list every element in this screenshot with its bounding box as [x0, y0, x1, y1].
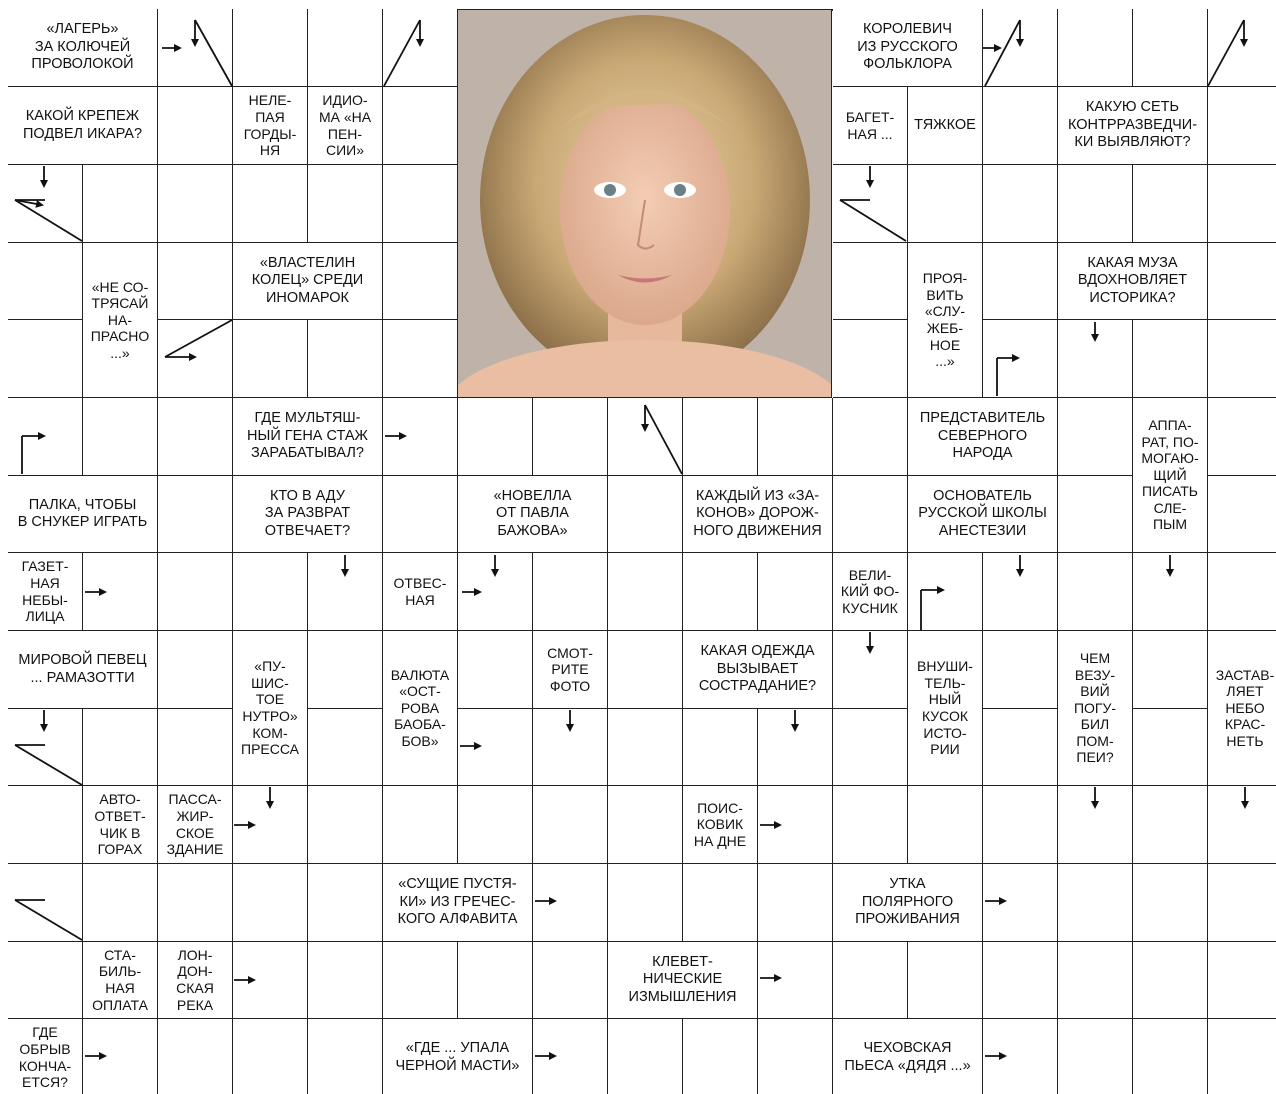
answer-cell[interactable] — [8, 864, 83, 942]
answer-cell[interactable] — [983, 786, 1058, 864]
answer-cell[interactable] — [833, 243, 908, 320]
clue-cell: ПАЛКА, ЧТОБЫ В СНУКЕР ИГРАТЬ — [8, 476, 158, 553]
clue-cell: КАКОЙ КРЕПЕЖ ПОДВЕЛ ИКАРА? — [8, 87, 158, 165]
answer-cell[interactable] — [308, 1019, 383, 1094]
answer-cell[interactable] — [233, 786, 308, 864]
answer-cell[interactable] — [833, 709, 908, 786]
answer-cell[interactable] — [833, 786, 908, 864]
answer-cell[interactable] — [1133, 631, 1208, 709]
answer-cell[interactable] — [833, 165, 908, 243]
answer-cell[interactable] — [458, 553, 533, 631]
answer-cell[interactable] — [983, 243, 1058, 320]
answer-cell[interactable] — [1133, 864, 1208, 942]
answer-cell[interactable] — [758, 398, 833, 476]
answer-cell[interactable] — [233, 864, 308, 942]
answer-cell[interactable] — [458, 786, 533, 864]
clue-cell: «ПУ- ШИС- ТОЕ НУТРО» КОМ- ПРЕССА — [233, 631, 308, 786]
answer-cell[interactable] — [983, 9, 1058, 87]
answer-cell[interactable] — [1133, 165, 1208, 243]
answer-cell[interactable] — [683, 709, 758, 786]
answer-cell[interactable] — [833, 320, 908, 398]
answer-cell[interactable] — [383, 942, 458, 1019]
answer-cell[interactable] — [983, 1019, 1058, 1094]
clue-cell: ПАССА- ЖИР- СКОЕ ЗДАНИЕ — [158, 786, 233, 864]
clue-cell: ВНУШИ- ТЕЛЬ- НЫЙ КУСОК ИСТО- РИИ — [908, 631, 983, 786]
answer-cell[interactable] — [158, 553, 233, 631]
clue-cell: БАГЕТ- НАЯ ... — [833, 87, 908, 165]
answer-cell[interactable] — [908, 786, 983, 864]
answer-cell[interactable] — [458, 709, 533, 786]
answer-cell[interactable] — [158, 476, 233, 553]
answer-cell[interactable] — [158, 709, 233, 786]
answer-cell[interactable] — [1058, 553, 1133, 631]
answer-cell[interactable] — [233, 553, 308, 631]
answer-cell[interactable] — [908, 553, 983, 631]
answer-cell[interactable] — [383, 476, 458, 553]
clue-cell: ЧЕХОВСКАЯ ПЬЕСА «ДЯДЯ ...» — [833, 1019, 983, 1094]
answer-cell[interactable] — [8, 243, 83, 320]
clue-cell: УТКА ПОЛЯРНОГО ПРОЖИВАНИЯ — [833, 864, 983, 942]
answer-cell[interactable] — [833, 476, 908, 553]
clue-cell: «ЛАГЕРЬ» ЗА КОЛЮЧЕЙ ПРОВОЛОКОЙ — [8, 9, 158, 87]
answer-cell[interactable] — [1208, 320, 1276, 398]
answer-cell[interactable] — [758, 786, 833, 864]
clue-cell: МИРОВОЙ ПЕВЕЦ ... РАМАЗОТТИ — [8, 631, 158, 709]
answer-cell[interactable] — [383, 9, 458, 87]
answer-cell[interactable] — [1208, 786, 1276, 864]
answer-cell[interactable] — [158, 165, 233, 243]
answer-cell[interactable] — [608, 786, 683, 864]
clue-cell: «НЕ СО- ТРЯСАЙ НА- ПРАСНО ...» — [83, 243, 158, 398]
clue-cell: АВТО- ОТВЕТ- ЧИК В ГОРАХ — [83, 786, 158, 864]
clue-cell: ВАЛЮТА «ОСТ- РОВА БАОБА- БОВ» — [383, 631, 458, 786]
answer-cell[interactable] — [158, 631, 233, 709]
clue-cell: ТЯЖКОЕ — [908, 87, 983, 165]
answer-cell[interactable] — [233, 320, 308, 398]
answer-cell[interactable] — [1133, 9, 1208, 87]
answer-cell[interactable] — [533, 864, 608, 942]
answer-cell[interactable] — [608, 864, 683, 942]
clue-cell: ОТВЕС- НАЯ — [383, 553, 458, 631]
answer-cell[interactable] — [983, 709, 1058, 786]
answer-cell[interactable] — [1058, 942, 1133, 1019]
answer-cell[interactable] — [608, 709, 683, 786]
answer-cell[interactable] — [608, 631, 683, 709]
clue-cell: ИДИО- МА «НА ПЕН- СИИ» — [308, 87, 383, 165]
answer-cell[interactable] — [533, 786, 608, 864]
answer-cell[interactable] — [308, 553, 383, 631]
answer-cell[interactable] — [308, 320, 383, 398]
answer-cell[interactable] — [1208, 9, 1276, 87]
answer-cell[interactable] — [983, 553, 1058, 631]
answer-cell[interactable] — [1208, 165, 1276, 243]
clue-cell: КАКАЯ ОДЕЖДА ВЫЗЫВАЕТ СОСТРАДАНИЕ? — [683, 631, 833, 709]
clue-cell: СТА- БИЛЬ- НАЯ ОПЛАТА — [83, 942, 158, 1019]
answer-cell[interactable] — [8, 165, 83, 243]
answer-cell[interactable] — [608, 476, 683, 553]
answer-cell[interactable] — [1058, 9, 1133, 87]
answer-cell[interactable] — [533, 553, 608, 631]
answer-cell[interactable] — [83, 864, 158, 942]
answer-cell[interactable] — [1058, 1019, 1133, 1094]
clue-cell: КАКАЯ МУЗА ВДОХНОВЛЯЕТ ИСТОРИКА? — [1058, 243, 1208, 320]
answer-cell[interactable] — [8, 320, 83, 398]
clue-cell: АППА- РАТ, ПО- МОГАЮ- ЩИЙ ПИСАТЬ СЛЕ- ПЫМ — [1133, 398, 1208, 553]
answer-cell[interactable] — [308, 631, 383, 709]
answer-cell[interactable] — [158, 243, 233, 320]
answer-cell[interactable] — [683, 864, 758, 942]
answer-cell[interactable] — [833, 942, 908, 1019]
answer-cell[interactable] — [83, 709, 158, 786]
answer-cell[interactable] — [1133, 786, 1208, 864]
answer-cell[interactable] — [758, 1019, 833, 1094]
answer-cell[interactable] — [983, 87, 1058, 165]
clue-cell: ГАЗЕТ- НАЯ НЕБЫ- ЛИЦА — [8, 553, 83, 631]
answer-cell[interactable] — [608, 398, 683, 476]
answer-cell[interactable] — [308, 942, 383, 1019]
answer-cell[interactable] — [1208, 476, 1276, 553]
answer-cell[interactable] — [383, 87, 458, 165]
answer-cell[interactable] — [233, 942, 308, 1019]
answer-cell[interactable] — [533, 398, 608, 476]
answer-cell[interactable] — [1133, 553, 1208, 631]
clue-cell: ВЕЛИ- КИЙ ФО- КУСНИК — [833, 553, 908, 631]
clue-cell: «ГДЕ ... УПАЛА ЧЕРНОЙ МАСТИ» — [383, 1019, 533, 1094]
answer-cell[interactable] — [458, 631, 533, 709]
answer-cell[interactable] — [1208, 942, 1276, 1019]
clue-cell: ПРОЯ- ВИТЬ «СЛУ- ЖЕБ- НОЕ ...» — [908, 243, 983, 398]
answer-cell[interactable] — [1058, 398, 1133, 476]
answer-cell[interactable] — [908, 165, 983, 243]
answer-cell[interactable] — [683, 1019, 758, 1094]
answer-cell[interactable] — [533, 709, 608, 786]
answer-cell[interactable] — [1208, 553, 1276, 631]
answer-cell[interactable] — [8, 398, 83, 476]
answer-cell[interactable] — [308, 864, 383, 942]
answer-cell[interactable] — [758, 942, 833, 1019]
answer-cell[interactable] — [308, 9, 383, 87]
answer-cell[interactable] — [1058, 476, 1133, 553]
answer-cell[interactable] — [308, 786, 383, 864]
answer-cell[interactable] — [383, 398, 458, 476]
clue-cell: «НОВЕЛЛА ОТ ПАВЛА БАЖОВА» — [458, 476, 608, 553]
answer-cell[interactable] — [1058, 320, 1133, 398]
answer-cell[interactable] — [1208, 864, 1276, 942]
clue-cell: «ВЛАСТЕЛИН КОЛЕЦ» СРЕДИ ИНОМАРОК — [233, 243, 383, 320]
clue-cell: «СУЩИЕ ПУСТЯ- КИ» ИЗ ГРЕЧЕС- КОГО АЛФАВИТА — [383, 864, 533, 942]
answer-cell[interactable] — [458, 942, 533, 1019]
answer-cell[interactable] — [158, 9, 233, 87]
answer-cell[interactable] — [533, 1019, 608, 1094]
clue-cell: ЛОН- ДОН- СКАЯ РЕКА — [158, 942, 233, 1019]
answer-cell[interactable] — [533, 942, 608, 1019]
answer-cell[interactable] — [983, 320, 1058, 398]
answer-cell[interactable] — [1058, 864, 1133, 942]
answer-cell[interactable] — [1133, 709, 1208, 786]
answer-cell[interactable] — [233, 165, 308, 243]
answer-cell[interactable] — [1208, 1019, 1276, 1094]
answer-cell[interactable] — [383, 243, 458, 320]
answer-cell[interactable] — [1208, 243, 1276, 320]
clue-cell: КТО В АДУ ЗА РАЗВРАТ ОТВЕЧАЕТ? — [233, 476, 383, 553]
portrait-image — [458, 10, 832, 398]
clue-cell: ЧЕМ ВЕЗУ- ВИЙ ПОГУ- БИЛ ПОМ- ПЕИ? — [1058, 631, 1133, 786]
answer-cell[interactable] — [8, 786, 83, 864]
answer-cell[interactable] — [83, 1019, 158, 1094]
answer-cell[interactable] — [8, 942, 83, 1019]
answer-cell[interactable] — [983, 864, 1058, 942]
clue-cell: СМОТ- РИТЕ ФОТО — [533, 631, 608, 709]
answer-cell[interactable] — [1208, 398, 1276, 476]
clue-cell: ГДЕ ОБРЫВ КОНЧА- ЕТСЯ? — [8, 1019, 83, 1094]
answer-cell[interactable] — [1208, 87, 1276, 165]
answer-cell[interactable] — [8, 709, 83, 786]
answer-cell[interactable] — [158, 1019, 233, 1094]
clue-cell: ПРЕДСТАВИТЕЛЬ СЕВЕРНОГО НАРОДА — [908, 398, 1058, 476]
answer-cell[interactable] — [158, 87, 233, 165]
answer-cell[interactable] — [683, 398, 758, 476]
answer-cell[interactable] — [158, 398, 233, 476]
answer-cell[interactable] — [83, 398, 158, 476]
clue-cell: ГДЕ МУЛЬТЯШ- НЫЙ ГЕНА СТАЖ ЗАРАБАТЫВАЛ? — [233, 398, 383, 476]
clue-photo — [458, 10, 832, 398]
answer-cell[interactable] — [458, 398, 533, 476]
answer-cell[interactable] — [233, 9, 308, 87]
answer-cell[interactable] — [308, 709, 383, 786]
clue-cell: ЗАСТАВ- ЛЯЕТ НЕБО КРАС- НЕТЬ — [1208, 631, 1276, 786]
answer-cell[interactable] — [833, 398, 908, 476]
answer-cell[interactable] — [833, 631, 908, 709]
clue-cell: ПОИС- КОВИК НА ДНЕ — [683, 786, 758, 864]
answer-cell[interactable] — [758, 864, 833, 942]
answer-cell[interactable] — [383, 320, 458, 398]
answer-cell[interactable] — [158, 864, 233, 942]
answer-cell[interactable] — [758, 709, 833, 786]
clue-cell: КАКУЮ СЕТЬ КОНТРРАЗВЕДЧИ- КИ ВЫЯВЛЯЮТ? — [1058, 87, 1208, 165]
answer-cell[interactable] — [308, 165, 383, 243]
answer-cell[interactable] — [83, 165, 158, 243]
answer-cell[interactable] — [1133, 1019, 1208, 1094]
answer-cell[interactable] — [908, 942, 983, 1019]
answer-cell[interactable] — [383, 786, 458, 864]
answer-cell[interactable] — [983, 631, 1058, 709]
clue-cell: КЛЕВЕТ- НИЧЕСКИЕ ИЗМЫШЛЕНИЯ — [608, 942, 758, 1019]
answer-cell[interactable] — [233, 1019, 308, 1094]
answer-cell[interactable] — [608, 553, 683, 631]
answer-cell[interactable] — [983, 165, 1058, 243]
answer-cell[interactable] — [158, 320, 233, 398]
clue-cell: КАЖДЫЙ ИЗ «ЗА- КОНОВ» ДОРОЖ- НОГО ДВИЖЕНИЯ — [683, 476, 833, 553]
answer-cell[interactable] — [983, 942, 1058, 1019]
clue-cell: НЕЛЕ- ПАЯ ГОРДЫ- НЯ — [233, 87, 308, 165]
answer-cell[interactable] — [1133, 320, 1208, 398]
answer-cell[interactable] — [1133, 942, 1208, 1019]
answer-cell[interactable] — [608, 1019, 683, 1094]
answer-cell[interactable] — [683, 553, 758, 631]
clue-cell: ОСНОВАТЕЛЬ РУССКОЙ ШКОЛЫ АНЕСТЕЗИИ — [908, 476, 1058, 553]
answer-cell[interactable] — [1058, 786, 1133, 864]
answer-cell[interactable] — [1058, 165, 1133, 243]
answer-cell[interactable] — [758, 553, 833, 631]
answer-cell[interactable] — [383, 165, 458, 243]
clue-cell: КОРОЛЕВИЧ ИЗ РУССКОГО ФОЛЬКЛОРА — [833, 9, 983, 87]
answer-cell[interactable] — [83, 553, 158, 631]
